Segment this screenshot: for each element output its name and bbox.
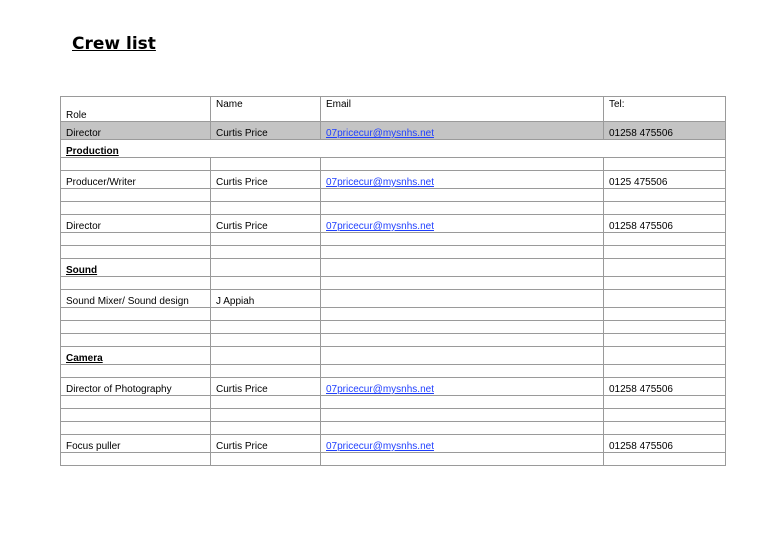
header-tel: Tel: (604, 97, 726, 122)
cell-tel: 0125 475506 (604, 171, 726, 189)
spacer-row (61, 189, 726, 202)
table-row (61, 290, 726, 308)
section-row-sound (61, 259, 726, 277)
table-row (61, 435, 726, 453)
table-row (61, 171, 726, 189)
cell-name: Curtis Price (211, 435, 321, 453)
crew-table (60, 96, 726, 466)
header-role: Role (61, 97, 211, 122)
section-label-sound: Sound (61, 259, 211, 277)
spacer-row (61, 308, 726, 321)
cell-email (321, 378, 604, 396)
section-row-camera (61, 347, 726, 365)
table-row (61, 378, 726, 396)
cell-tel: 01258 475506 (604, 435, 726, 453)
cell-tel: 01258 475506 (604, 378, 726, 396)
page-title: Crew list (72, 34, 156, 54)
cell-name: Curtis Price (211, 378, 321, 396)
cell-role: Sound Mixer/ Sound design (61, 290, 211, 308)
cell-tel: 01258 475506 (604, 215, 726, 233)
cell-email (321, 171, 604, 189)
cell-name: Curtis Price (211, 171, 321, 189)
spacer-row (61, 334, 726, 347)
cell-email (321, 215, 604, 233)
cell-name: Curtis Price (211, 215, 321, 233)
email-link[interactable]: 07pricecur@mysnhs.net (326, 128, 434, 139)
email-link[interactable]: 07pricecur@mysnhs.net (326, 441, 434, 452)
email-link[interactable]: 07pricecur@mysnhs.net (326, 221, 434, 232)
spacer-row (61, 422, 726, 435)
email-link[interactable]: 07pricecur@mysnhs.net (326, 384, 434, 395)
cell-role: Director of Photography (61, 378, 211, 396)
table-row (61, 122, 726, 140)
cell-role: Director (61, 122, 211, 140)
spacer-row (61, 277, 726, 290)
spacer-row (61, 233, 726, 246)
cell-tel: 01258 475506 (604, 122, 726, 140)
header-email: Email (321, 97, 604, 122)
spacer-row (61, 202, 726, 215)
section-label-camera: Camera (61, 347, 211, 365)
spacer-row (61, 365, 726, 378)
spacer-row (61, 396, 726, 409)
spacer-row (61, 409, 726, 422)
table-header-row (61, 97, 726, 122)
cell-role: Director (61, 215, 211, 233)
cell-name: Curtis Price (211, 122, 321, 140)
cell-role: Producer/Writer (61, 171, 211, 189)
spacer-row (61, 453, 726, 466)
cell-name: J Appiah (211, 290, 321, 308)
cell-role: Focus puller (61, 435, 211, 453)
section-label-production: Production (61, 140, 726, 158)
cell-email (321, 435, 604, 453)
header-name: Name (211, 97, 321, 122)
section-row-production (61, 140, 726, 158)
table-row (61, 215, 726, 233)
email-link[interactable]: 07pricecur@mysnhs.net (326, 177, 434, 188)
spacer-row (61, 158, 726, 171)
spacer-row (61, 321, 726, 334)
cell-email (321, 122, 604, 140)
spacer-row (61, 246, 726, 259)
